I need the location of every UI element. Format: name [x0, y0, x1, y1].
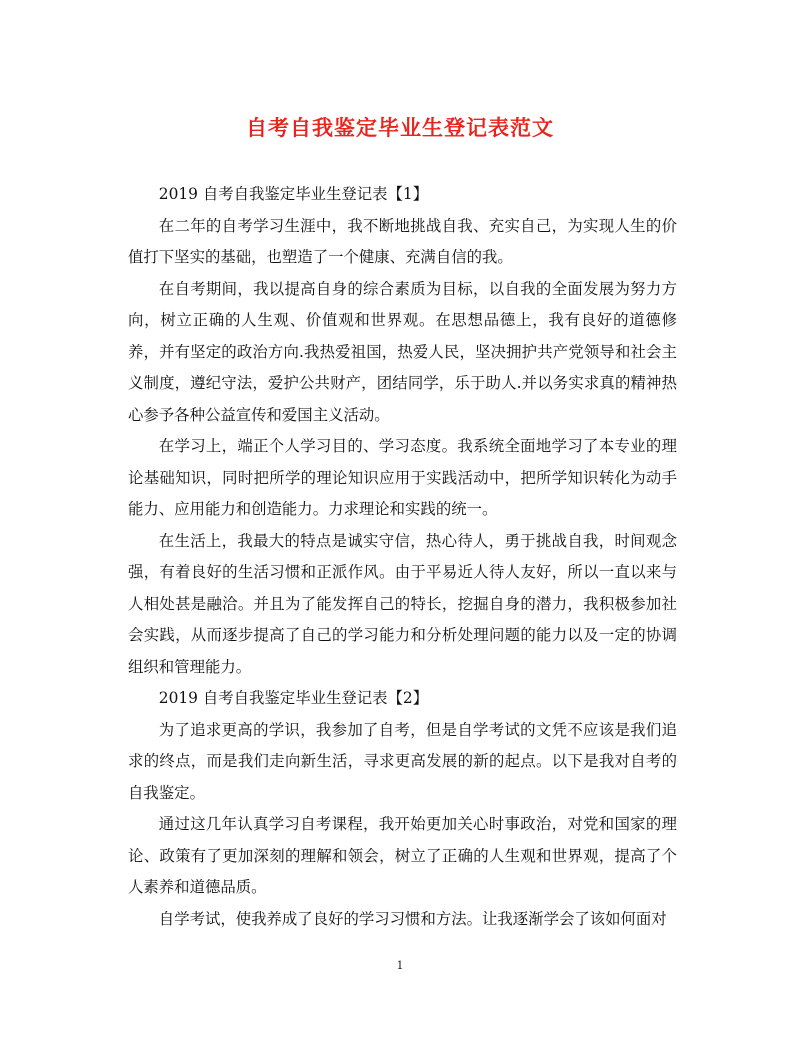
section-heading-2: 2019 自考自我鉴定毕业生登记表【2】 [158, 689, 429, 707]
section-heading-1: 2019 自考自我鉴定毕业生登记表【1】 [158, 185, 429, 203]
paragraph-1-4: 在生活上，我最大的特点是诚实守信，热心待人，勇于挑战自我，时间观念强，有着良好的生活习惯和正派作风。由于平易近人待人友好，所以一直以来与人相处甚是融洽。并且为了能发挥自己的特长，挖掘自身的潜力，我积极参加社会实践，从而逐步提高了自己的学习能力和分析处理问题的能力以及一定的协调组织和管理能力。 [128, 531, 677, 676]
paragraph-2-3: 自学考试，使我养成了良好的学习习惯和方法。让我逐渐学会了该如何面对 [158, 909, 667, 928]
paragraph-2-2: 通过这几年认真学习自考课程，我开始更加关心时事政治，对党和国家的理论、政策有了更加深刻的理解和领会，树立了正确的人生观和世界观，提高了个人素养和道德品质。 [128, 815, 677, 896]
paragraph-2-1: 为了追求更高的学识，我参加了自考，但是自学考试的文凭不应该是我们追求的终点，而是我们走向新生活，寻求更高发展的新的起点。以下是我对自考的自我鉴定。 [128, 720, 677, 802]
document-body [128, 179, 677, 935]
document-title: 自考自我鉴定毕业生登记表范文 [246, 115, 554, 140]
paragraph-1-1: 在二年的自考学习生涯中，我不断地挑战自我、充实自己，为实现人生的价值打下坚实的基础，也塑造了一个健康、充满自信的我。 [128, 216, 677, 266]
paragraph-1-3: 在学习上，端正个人学习目的、学习态度。我系统全面地学习了本专业的理论基础知识，同时把所学的理论知识应用于实践活动中，把所学知识转化为动手能力、应用能力和创造能力。力求理论和实践的统一。 [128, 437, 677, 518]
paragraph-1-2: 在自考期间，我以提高自身的综合素质为目标，以自我的全面发展为努力方向，树立正确的人生观、价值观和世界观。在思想品德上，我有良好的道德修养，并有坚定的政治方向.我热爱祖国，热爱人民，坚决拥护共产党领导和社会主义制度，遵纪守法，爱护公共财产，团结同学，乐于助人.并以务实求真的精神热心参予各种公益宣传和爱国主义活动。 [128, 279, 677, 424]
page-number: 1 [396, 959, 404, 972]
